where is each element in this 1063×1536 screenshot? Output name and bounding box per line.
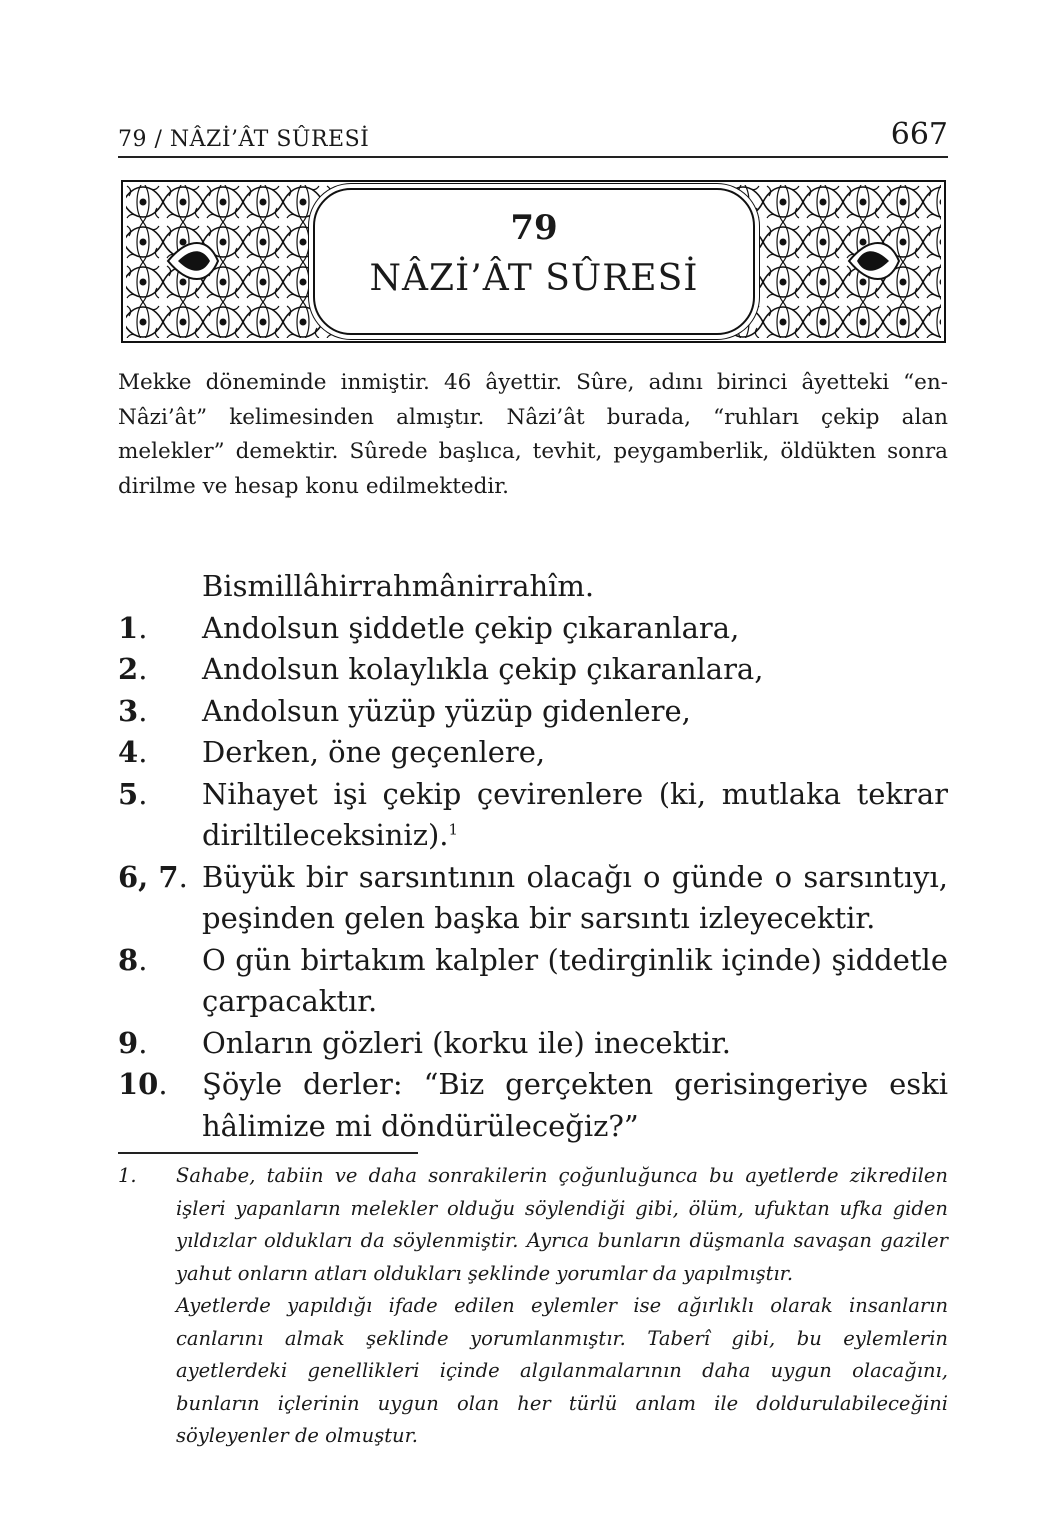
- verse-number: 5.: [118, 776, 148, 811]
- verse-number: 3.: [118, 693, 148, 728]
- verse-number: 1.: [118, 610, 148, 645]
- verse-item: [118, 732, 948, 774]
- verse-text: Şöyle derler: “Biz gerçekten gerisingeriye eski hâlimize mi döndürüleceğiz?”: [202, 1067, 948, 1143]
- basmala-text: Bismillâhirrahmânirrahîm.: [202, 569, 595, 603]
- verse-number: 10.: [118, 1067, 168, 1101]
- verse-text: Andolsun yüzüp yüzüp gidenlere,: [202, 693, 691, 728]
- footnote-body: [176, 1160, 948, 1453]
- verse-item: [118, 940, 948, 1023]
- verse-number: 9.: [118, 1025, 148, 1060]
- verse-text: Andolsun şiddetle çekip çıkaranlara,: [202, 610, 740, 645]
- verse-text: Nihayet işi çekip çevirenlere (ki, mutlaka tekrar diriltileceksiniz).: [202, 776, 948, 852]
- verse-text: Onların gözleri (korku ile) inecektir.: [202, 1025, 731, 1060]
- verse-item: [118, 691, 948, 733]
- verse-text: Derken, öne geçenlere,: [202, 735, 546, 769]
- verse-text: Andolsun kolaylıkla çekip çıkaranlara,: [202, 652, 764, 686]
- basmala: [118, 566, 948, 608]
- page-number: 667: [890, 117, 948, 152]
- running-header: [118, 112, 948, 158]
- surah-title: NÂZİ’ÂT SÛRESİ: [369, 258, 699, 299]
- verse-number: 4.: [118, 735, 148, 769]
- verse-item: [118, 649, 948, 691]
- verse-number: 2.: [118, 652, 148, 686]
- surah-number: 79: [510, 208, 558, 248]
- footnote: [118, 1160, 948, 1453]
- footnote-divider: [118, 1152, 418, 1154]
- running-title: 79 / NÂZİ’ÂT SÛRESİ: [118, 127, 370, 152]
- footnote-paragraph: Ayetlerde yapıldığı ifade edilen eylemler ise ağırlıklı olarak insanların canlarını almak şeklinde yorumlanmıştır. Taberî gibi, bu eylemlerin ayetlerdeki genellikleri içinde algılanmalarının daha uygun olacağını, bunların içlerinin uygun olan her türlü anlam ile doldurulabileceğini söyleyenler de olmuştur.: [176, 1294, 948, 1447]
- title-cartouche: [313, 188, 755, 335]
- verse-text: O gün birtakım kalpler (tedirginlik içinde) şiddetle çarpacaktır.: [202, 942, 948, 1018]
- verse-list: [118, 566, 948, 1147]
- verse-item: [118, 608, 948, 650]
- verse-item: [118, 857, 948, 940]
- verse-number: 6, 7.: [118, 859, 188, 894]
- verse-item: [118, 1023, 948, 1065]
- intro-paragraph: Mekke döneminde inmiştir. 46 âyettir. Sûre, adını birinci âyetteki “en-Nâzi’ât” kelimesinden almıştır. Nâzi’ât burada, “ruhları çekip alan melekler” demektir. Sûrede başlıca, tevhit, peygamberlik, öldükten sonra dirilme ve hesap konu edilmektedir.: [118, 370, 948, 499]
- footnote-marker: 1.: [118, 1164, 137, 1187]
- footnote-reference[interactable]: 1: [448, 820, 459, 839]
- verse-number: 8.: [118, 942, 148, 977]
- ornamental-title-frame: [121, 180, 946, 343]
- verse-item: [118, 774, 948, 857]
- verse-text: Büyük bir sarsıntının olacağı o günde o sarsıntıyı, peşinden gelen başka bir sarsıntı izleyecektir.: [202, 859, 948, 935]
- verse-item: [118, 1064, 948, 1147]
- footnote-paragraph: Sahabe, tabiin ve daha sonrakilerin çoğunluğunca bu ayetlerde zikredilen işleri yapanların melekler olduğu söylendiği gibi, ölüm, ufuktan ufka giden yıldızlar oldukları da söylenmiştir. Ayrıca bunların düşmanla savaşan gaziler yahut onların atları oldukları şeklinde yorumlar da yapılmıştır.: [176, 1164, 948, 1285]
